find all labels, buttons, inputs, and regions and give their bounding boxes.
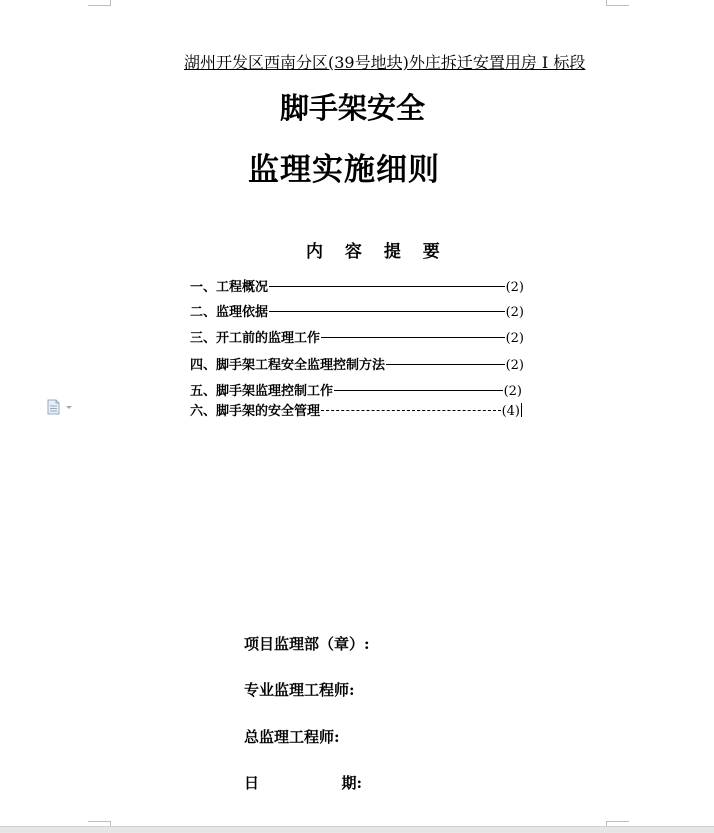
toc-item-label: 四、脚手架工程安全监理控制方法 [190, 358, 386, 373]
toc-item [190, 276, 524, 295]
toc-heading: 内 容 提 要 [306, 242, 448, 262]
toc-item [190, 354, 524, 373]
toc-leader [321, 410, 501, 411]
toc-item [190, 301, 524, 320]
toc-leader [334, 390, 503, 391]
toc-item-label: 一、工程概况 [190, 280, 269, 295]
date-label-a: 日 [244, 774, 260, 792]
toc-leader [269, 286, 505, 287]
crop-mark-top-left [88, 0, 111, 6]
signature-chief: 总监理工程师: [244, 728, 340, 746]
toc-item-page: (2) [505, 305, 524, 320]
signature-date [244, 772, 362, 793]
text-cursor [521, 403, 522, 417]
toc-leader [321, 337, 505, 338]
toc-item-page: (2) [503, 384, 522, 399]
project-subtitle: 湖州开发区西南分区(39号地块)外庄拆迁安置用房 I 标段 [184, 53, 586, 72]
toc-item-page: (2) [505, 358, 524, 373]
title-line-2: 监理实施细则 [248, 152, 440, 188]
date-label-b: 期: [341, 774, 362, 792]
toc-item-label: 三、开工前的监理工作 [190, 331, 321, 346]
document-icon[interactable] [47, 399, 77, 415]
toc-item-label: 六、脚手架的安全管理 [190, 404, 321, 419]
signature-engineer: 专业监理工程师: [244, 681, 355, 699]
crop-mark-top-right [606, 0, 629, 6]
toc-item[interactable] [190, 400, 522, 419]
toc-item-label: 五、脚手架监理控制工作 [190, 384, 334, 399]
toc-item [190, 380, 522, 399]
toc-item-page: (4) [501, 404, 520, 419]
toc-leader [386, 364, 505, 365]
bottom-scroll-strip [0, 826, 714, 833]
signature-dept: 项目监理部（章）: [244, 635, 370, 653]
toc-item-page: (2) [505, 331, 524, 346]
title-line-1: 脚手架安全 [280, 91, 426, 125]
toc-item [190, 327, 524, 346]
toc-leader [269, 311, 505, 312]
toc-item-page: (2) [505, 280, 524, 295]
toc-item-label: 二、监理依据 [190, 305, 269, 320]
